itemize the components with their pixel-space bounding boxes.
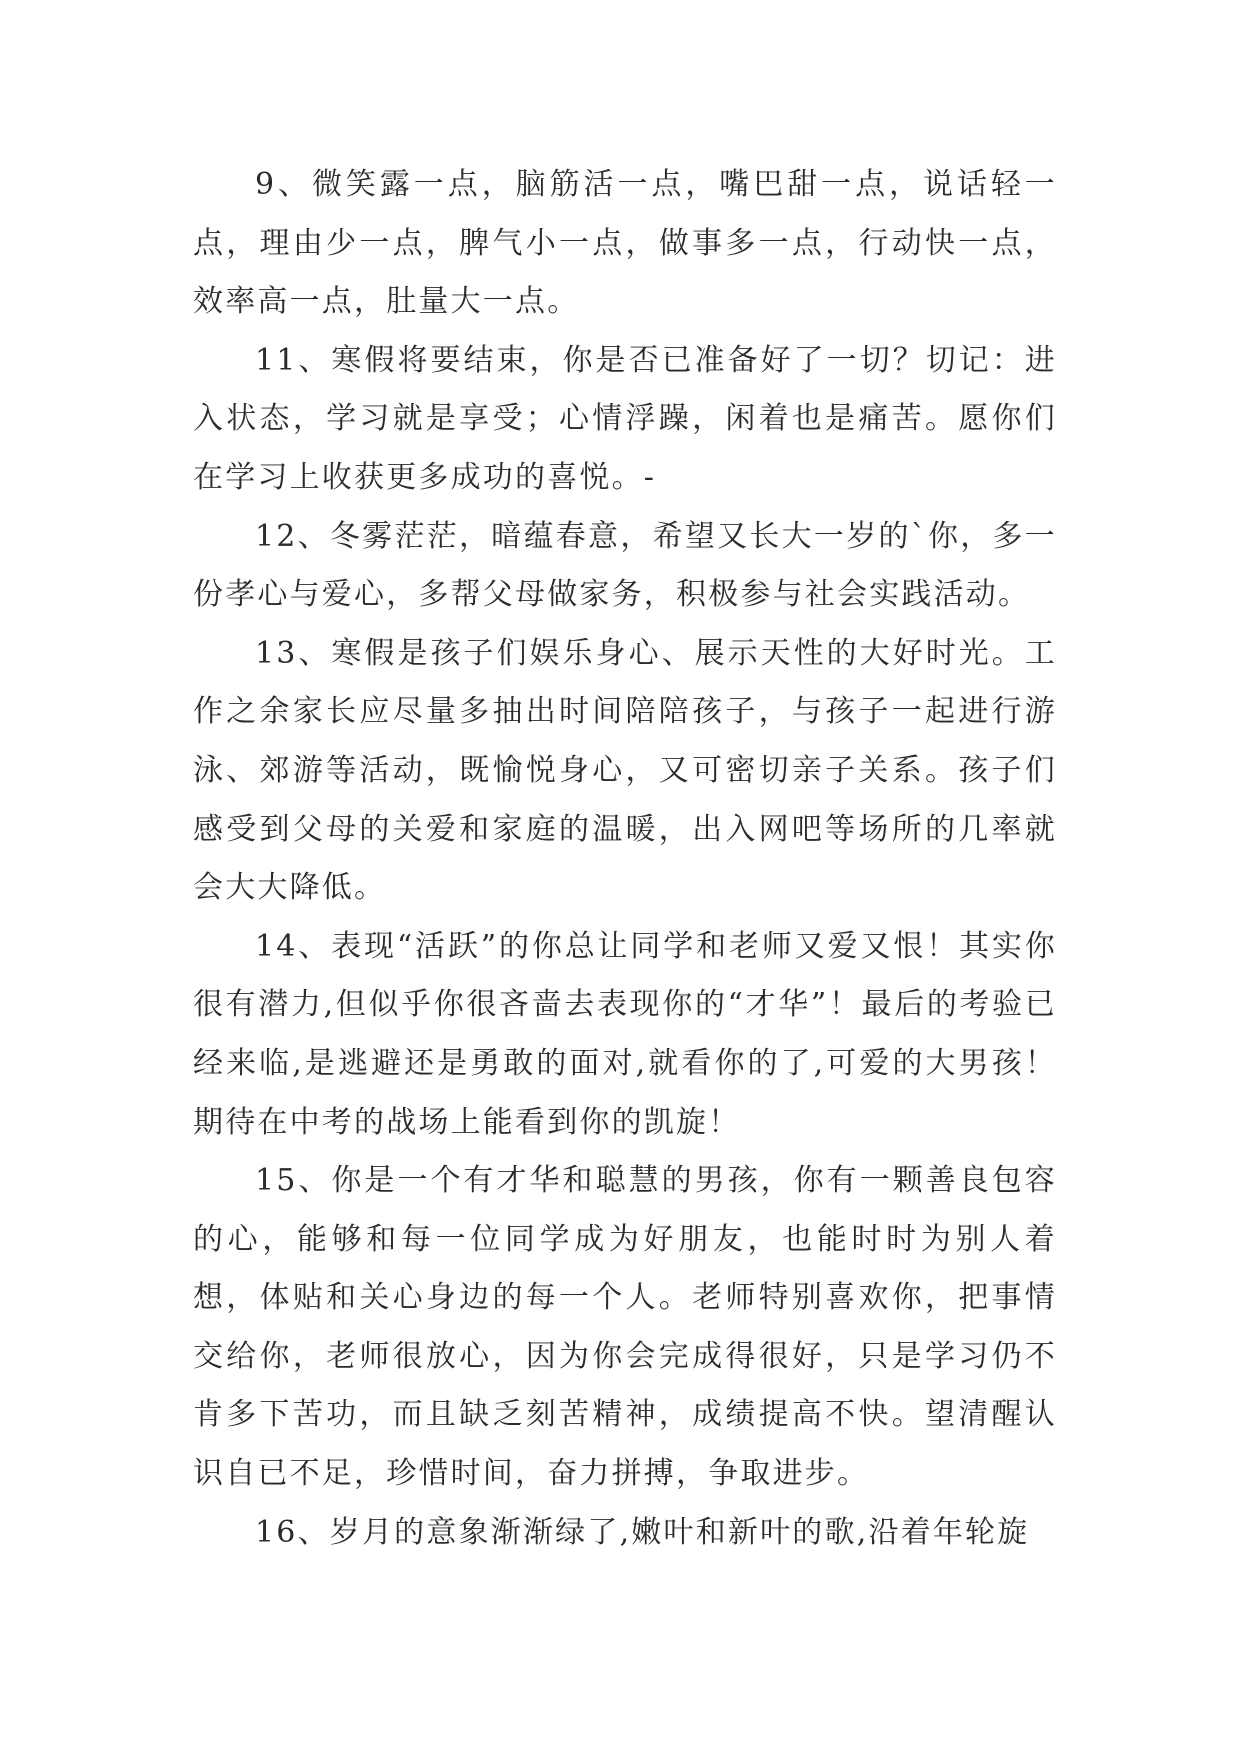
paragraph-9: 9、微笑露一点，脑筋活一点，嘴巴甜一点，说话轻一点，理由少一点，脾气小一点，做事多一点，行动快一点，效率高一点，肚量大一点。 [193,167,1057,320]
paragraph-14: 14、表现“活跃”的你总让同学和老师又爱又恨！其实你很有潜力,但似乎你很吝啬去表现你的“才华”！最后的考验已经来临,是逃避还是勇敢的面对,就看你的了,可爱的大男孩！期待在中考的战场上能看到你的凯旋！ [193,928,1058,1140]
paragraph-11: 11、寒假将要结束，你是否已准备好了一切？切记：进入状态，学习就是享受；心情浮躁，闲着也是痛苦。愿你们在学习上收获更多成功的喜悦。- [193,342,1057,495]
paragraph-15: 15、你是一个有才华和聪慧的男孩，你有一颗善良包容的心，能够和每一位同学成为好朋友，也能时时为别人着想，体贴和关心身边的每一个人。老师特别喜欢你，把事情交给你，老师很放心，因为你会完成得很好，只是学习仍不肯多下苦功，而且缺乏刻苦精神，成绩提高不快。望清醒认识自已不足，珍惜时间，奋力拼搏，争取进步。 [193,1163,1057,1492]
paragraph-16: 16、岁月的意象渐渐绿了,嫩叶和新叶的歌,沿着年轮旋 [255,1514,1030,1550]
paragraph-12: 12、冬雾茫茫，暗蕴春意，希望又长大一岁的`你，多一份孝心与爱心，多帮父母做家务，积极参与社会实践活动。 [193,518,1057,613]
paragraph-13: 13、寒假是孩子们娱乐身心、展示天性的大好时光。工作之余家长应尽量多抽出时间陪陪孩子，与孩子一起进行游泳、郊游等活动，既愉悦身心，又可密切亲子关系。孩子们感受到父母的关爱和家庭的温暖，出入网吧等场所的几率就会大大降低。 [193,635,1057,906]
document-body [193,156,1057,1562]
